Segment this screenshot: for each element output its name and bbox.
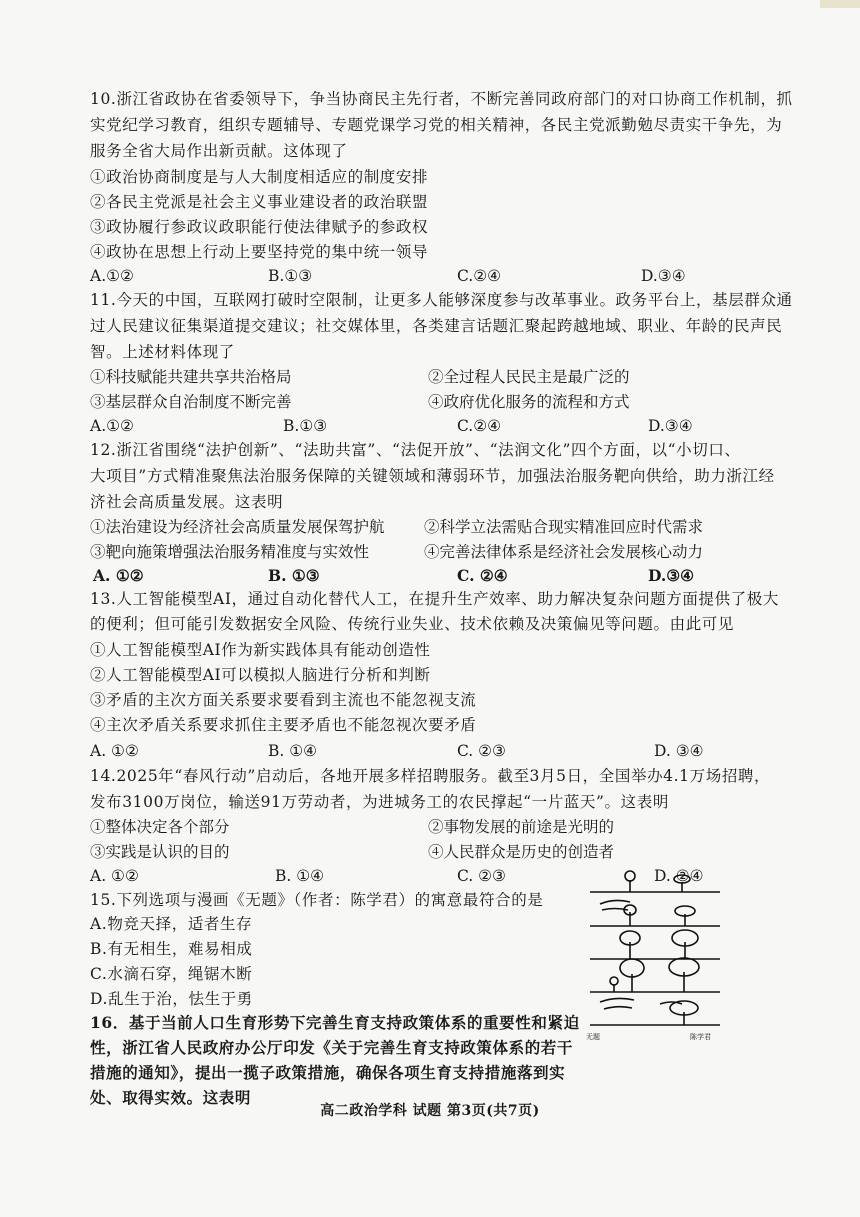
q14-item: ②事物发展的前途是光明的 bbox=[428, 818, 615, 836]
q14-item: ④人民群众是历史的创造者 bbox=[428, 843, 615, 861]
q14-choice-c[interactable]: C. ②③ bbox=[457, 867, 506, 885]
q12-item: ④完善法律体系是经济社会发展核心动力 bbox=[424, 543, 704, 561]
q12-choice-d[interactable]: D.③④ bbox=[648, 566, 695, 585]
q12-item: ①法治建设为经济社会高质量发展保驾护航 bbox=[90, 518, 385, 536]
q11-choice-c[interactable]: C.②④ bbox=[457, 417, 502, 435]
q13-choice-b[interactable]: B. ①④ bbox=[268, 742, 318, 760]
q15-stem: 15.下列选项与漫画《无题》（作者：陈学君）的寓意最符合的是 bbox=[90, 891, 544, 909]
q11-item: ②全过程人民民主是最广泛的 bbox=[428, 368, 630, 386]
q10-item: ③政协履行参政议政职能行使法律赋予的参政权 bbox=[90, 218, 429, 236]
q14-stem-line: 发布3100万岗位，输送91万劳动者，为进城务工的农民撑起“一片蓝天”。这表明 bbox=[90, 793, 669, 811]
scan-edge bbox=[820, 0, 860, 8]
q12-item: ③靶向施策增强法治服务精准度与实效性 bbox=[90, 543, 370, 561]
q11-choice-d[interactable]: D.③④ bbox=[648, 417, 693, 435]
q13-item: ①人工智能模型AI作为新实践体具有能动创造性 bbox=[90, 641, 431, 659]
cartoon-caption-right: 陈学君 bbox=[690, 1033, 711, 1041]
q11-item: ④政府优化服务的流程和方式 bbox=[428, 393, 630, 411]
q14-choice-b[interactable]: B. ①④ bbox=[275, 867, 325, 885]
q15-choice-b[interactable]: B.有无相生，难易相成 bbox=[90, 940, 253, 958]
q15-choice-d[interactable]: D.乱生于治，怯生于勇 bbox=[90, 990, 253, 1008]
q15-choice-c[interactable]: C.水滴石穿，绳锯木断 bbox=[90, 965, 253, 983]
cartoon-drawing bbox=[560, 862, 740, 1044]
q10-stem-line: 10.浙江省政协在省委领导下，争当协商民主先行者，不断完善同政府部门的对口协商工作机制，抓 bbox=[90, 90, 793, 108]
q11-stem-line: 过人民建议征集渠道提交建议；社交媒体里，各类建言话题汇聚起跨越地域、职业、年龄的民声民 bbox=[90, 317, 783, 335]
q12-choice-c[interactable]: C. ②④ bbox=[457, 566, 508, 585]
q16-stem-line: 性，浙江省人民政府办公厅印发《关于完善生育支持政策体系的若干 bbox=[90, 1038, 574, 1057]
q12-stem-line: 12.浙江省围绕“法护创新”、“法助共富”、“法促开放”、“法润文化”四个方面，以“小切口、 bbox=[90, 441, 741, 459]
q13-item: ④主次矛盾关系要求抓住主要矛盾也不能忽视次要矛盾 bbox=[90, 716, 477, 734]
q13-item: ③矛盾的主次方面关系要求要看到主流也不能忽视支流 bbox=[90, 691, 477, 709]
page-footer: 高二政治学科 试题 第3页(共7页) bbox=[320, 1103, 540, 1119]
cartoon-wuti-image bbox=[560, 862, 740, 1044]
q12-stem-line: 大项目”方式精准聚焦法治服务保障的关键领域和薄弱环节，加强法治服务靶向供给，助力浙江经 bbox=[90, 467, 775, 485]
q13-stem-line: 的便利；但可能引发数据安全风险、传统行业失业、技术依赖及决策偏见等问题。由此可见 bbox=[90, 615, 735, 633]
q10-item: ④政协在思想上行动上要坚持党的集中统一领导 bbox=[90, 243, 429, 261]
q10-choice-d[interactable]: D.③④ bbox=[641, 267, 686, 285]
q14-stem-line: 14.2025年“春风行动”启动后，各地开展多样招聘服务。截至3月5日，全国举办4.1万场招聘， bbox=[90, 767, 771, 785]
q10-choice-b[interactable]: B.①③ bbox=[268, 267, 313, 285]
q14-choice-a[interactable]: A. ①② bbox=[90, 867, 139, 885]
q13-item: ②人工智能模型AI可以模拟人脑进行分析和判断 bbox=[90, 666, 431, 684]
q12-choice-b[interactable]: B. ①③ bbox=[268, 566, 320, 585]
q13-stem-line: 13.人工智能模型AI，通过自动化替代人工，在提升生产效率、助力解决复杂问题方面提供了极大 bbox=[90, 590, 779, 608]
q14-choice-d[interactable]: D. ②④ bbox=[654, 867, 704, 885]
q11-item: ①科技赋能共建共享共治格局 bbox=[90, 368, 292, 386]
q11-choice-a[interactable]: A.①② bbox=[90, 417, 134, 435]
q10-stem-line: 实党纪学习教育，组织专题辅导、专题党课学习党的相关精神，各民主党派勤勉尽责实干争先，为 bbox=[90, 116, 783, 134]
q10-stem-line: 服务全省大局作出新贡献。这体现了 bbox=[90, 142, 348, 160]
q13-choice-d[interactable]: D. ③④ bbox=[654, 742, 704, 760]
q13-choice-c[interactable]: C. ②③ bbox=[457, 742, 506, 760]
q11-stem-line: 智。上述材料体现了 bbox=[90, 343, 235, 361]
q11-item: ③基层群众自治制度不断完善 bbox=[90, 393, 292, 411]
q14-item: ①整体决定各个部分 bbox=[90, 818, 230, 836]
q11-choice-b[interactable]: B.①③ bbox=[283, 417, 328, 435]
cartoon-caption-left: 无题 bbox=[586, 1033, 600, 1041]
q12-item: ②科学立法需贴合现实精准回应时代需求 bbox=[424, 518, 704, 536]
q14-item: ③实践是认识的目的 bbox=[90, 843, 230, 861]
q15-choice-a[interactable]: A.物竞天择，适者生存 bbox=[90, 915, 253, 933]
q13-choice-a[interactable]: A. ①② bbox=[90, 742, 139, 760]
q12-choice-a[interactable]: A. ①② bbox=[93, 566, 144, 585]
q10-item: ①政治协商制度是与人大制度相适应的制度安排 bbox=[90, 168, 429, 186]
q10-choice-a[interactable]: A.①② bbox=[90, 267, 134, 285]
q12-stem-line: 济社会高质量发展。这表明 bbox=[90, 493, 284, 511]
q16-stem-line: 措施的通知》，提出一揽子政策措施，确保各项生育支持措施落到实 bbox=[90, 1063, 566, 1082]
q10-item: ②各民主党派是社会主义事业建设者的政治联盟 bbox=[90, 193, 429, 211]
q11-stem-line: 11.今天的中国，互联网打破时空限制，让更多人能够深度参与改革事业。政务平台上，基层群众通 bbox=[90, 291, 793, 309]
q16-stem-line: 16．基于当前人口生育形势下完善生育支持政策体系的重要性和紧迫 bbox=[90, 1013, 580, 1032]
q10-choice-c[interactable]: C.②④ bbox=[457, 267, 502, 285]
q16-stem-line: 处、取得实效。这表明 bbox=[90, 1088, 252, 1107]
